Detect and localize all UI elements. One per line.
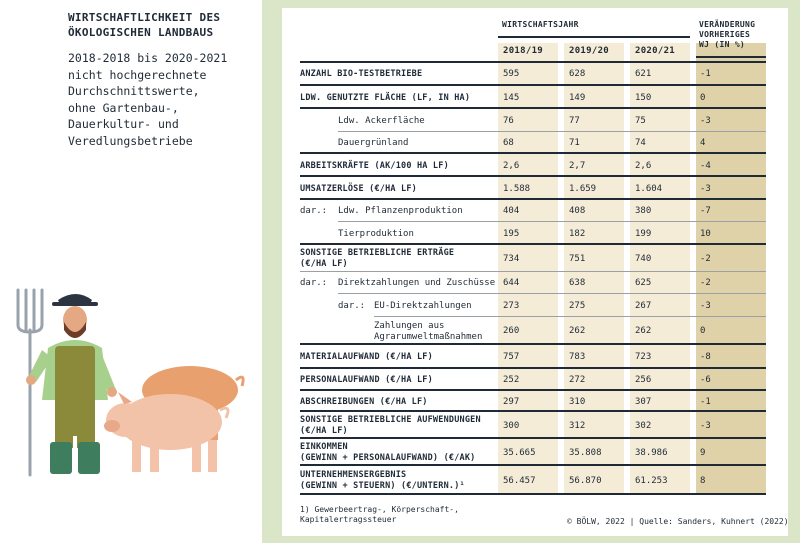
value-cell: 638 bbox=[569, 278, 586, 288]
row-label-line: UNTERNEHMENSERGEBNIS bbox=[300, 470, 407, 480]
subtitle-line: Durchschnittswerte, bbox=[68, 84, 200, 98]
table-row bbox=[0, 392, 800, 412]
value-cell: 38.986 bbox=[635, 447, 668, 458]
row-label-line: (€/HA LF) bbox=[300, 259, 348, 269]
header-veraenderung bbox=[699, 20, 755, 50]
table-row bbox=[0, 178, 800, 200]
value-cell: 2,7 bbox=[569, 160, 586, 171]
change-cell: -3 bbox=[700, 183, 711, 194]
row-separator bbox=[300, 271, 766, 272]
row-label bbox=[338, 229, 414, 240]
subtitle-line: Dauerkultur- und bbox=[68, 117, 179, 131]
table-row bbox=[0, 413, 800, 439]
value-cell: 751 bbox=[569, 253, 586, 264]
header-wirtschaftsjahr: WIRTSCHAFTSJAHR bbox=[502, 20, 579, 29]
value-cell: 195 bbox=[503, 228, 520, 239]
row-label bbox=[300, 415, 481, 437]
header-year-2020: 2020/21 bbox=[635, 46, 676, 56]
row-label-line: Ldw. Ackerfläche bbox=[338, 115, 425, 126]
row-label-line: (€/HA LF) bbox=[300, 426, 348, 436]
value-cell: 1.659 bbox=[569, 183, 597, 194]
value-cell: 56.457 bbox=[503, 475, 536, 486]
row-label bbox=[300, 248, 454, 270]
row-label bbox=[300, 442, 475, 464]
row-separator bbox=[338, 293, 766, 294]
value-cell: 262 bbox=[635, 326, 652, 336]
value-cell: 74 bbox=[635, 137, 646, 148]
change-cell: 4 bbox=[700, 137, 706, 148]
row-prefix: dar.: bbox=[338, 300, 366, 311]
value-cell: 56.870 bbox=[569, 475, 602, 486]
row-label-line: Agrarumweltmaßnahmen bbox=[374, 331, 483, 342]
title-line: ÖKOLOGISCHEN LANDBAUS bbox=[68, 26, 214, 39]
table-row bbox=[0, 87, 800, 109]
subtitle-line: Veredlungsbetriebe bbox=[68, 133, 193, 148]
title-line: WIRTSCHAFTLICHKEIT DES bbox=[68, 11, 221, 24]
value-cell: 61.253 bbox=[635, 475, 668, 486]
row-label bbox=[300, 69, 422, 80]
row-separator bbox=[300, 152, 766, 154]
change-cell: 10 bbox=[700, 228, 711, 239]
row-label-line: ANZAHL BIO-TESTBETRIEBE bbox=[300, 69, 423, 79]
change-cell: 9 bbox=[700, 447, 706, 458]
value-cell: 76 bbox=[503, 115, 514, 126]
row-label bbox=[300, 161, 449, 172]
footnote bbox=[300, 505, 459, 525]
value-cell: 267 bbox=[635, 300, 652, 311]
row-label-line: SONSTIGE BETRIEBLICHE ERTRÄGE bbox=[300, 248, 455, 258]
row-label bbox=[374, 321, 482, 343]
row-label-line: Zahlungen aus bbox=[374, 320, 445, 331]
row-label-line: ARBEITSKRÄFTE (AK/100 HA LF) bbox=[300, 160, 449, 171]
row-label-line: SONSTIGE BETRIEBLICHE AUFWENDUNGEN bbox=[300, 415, 481, 425]
value-cell: 77 bbox=[569, 115, 580, 126]
row-separator bbox=[374, 316, 766, 317]
change-cell: -6 bbox=[700, 375, 711, 385]
row-label-line: UMSATZERLÖSE (€/HA LF) bbox=[300, 183, 417, 194]
row-label bbox=[338, 116, 425, 127]
header-change-line: VERÄNDERUNG bbox=[699, 20, 756, 29]
value-cell: 734 bbox=[503, 253, 520, 264]
header-year-2019: 2019/20 bbox=[569, 46, 610, 56]
table-row bbox=[0, 370, 800, 391]
value-cell: 2,6 bbox=[635, 160, 652, 171]
row-prefix: dar.: bbox=[300, 278, 328, 288]
table-row bbox=[0, 155, 800, 177]
table-row bbox=[0, 467, 800, 495]
row-separator bbox=[300, 343, 766, 345]
row-separator bbox=[300, 243, 766, 245]
row-label bbox=[374, 301, 472, 312]
change-cell: -3 bbox=[700, 420, 711, 431]
row-separator bbox=[300, 464, 766, 466]
change-cell: -7 bbox=[700, 206, 711, 216]
row-label-line: PERSONALAUFWAND (€/HA LF) bbox=[300, 375, 433, 385]
row-separator bbox=[300, 389, 766, 391]
row-label-line: EINKOMMEN bbox=[300, 442, 348, 452]
value-cell: 272 bbox=[569, 375, 586, 385]
table-row bbox=[0, 295, 800, 317]
row-label bbox=[300, 184, 417, 195]
value-cell: 628 bbox=[569, 69, 586, 79]
value-cell: 1.588 bbox=[503, 183, 531, 194]
header-change-line: VORHERIGES bbox=[699, 30, 751, 39]
row-label bbox=[338, 138, 408, 149]
subtitle-line: ohne Gartenbau-, bbox=[68, 100, 179, 115]
value-cell: 404 bbox=[503, 206, 520, 216]
row-label bbox=[300, 375, 433, 386]
value-cell: 310 bbox=[569, 396, 586, 407]
footnote-line: Kapitalertragssteuer bbox=[300, 515, 397, 524]
row-separator bbox=[300, 198, 766, 200]
row-separator bbox=[300, 410, 766, 412]
row-label-line: EU-Direktzahlungen bbox=[374, 300, 472, 311]
source-credit: © BÖLW, 2022 | Quelle: Sanders, Kuhnert (2022) bbox=[567, 517, 789, 526]
row-label bbox=[300, 470, 465, 492]
value-cell: 312 bbox=[569, 420, 586, 431]
value-cell: 71 bbox=[569, 137, 580, 148]
row-label bbox=[300, 93, 470, 104]
change-cell: -4 bbox=[700, 160, 711, 171]
change-cell: 0 bbox=[700, 92, 706, 103]
value-cell: 757 bbox=[503, 352, 520, 362]
value-cell: 644 bbox=[503, 278, 520, 288]
row-label-line: Ldw. Pflanzenproduktion bbox=[338, 206, 463, 216]
value-cell: 182 bbox=[569, 228, 586, 239]
table-row bbox=[0, 201, 800, 222]
change-cell: -3 bbox=[700, 300, 711, 311]
value-cell: 2,6 bbox=[503, 160, 520, 171]
row-label bbox=[338, 206, 463, 217]
row-label-line: MATERIALAUFWAND (€/HA LF) bbox=[300, 352, 433, 362]
value-cell: 783 bbox=[569, 352, 586, 362]
table-row bbox=[0, 63, 800, 86]
row-label-line: (GEWINN + PERSONALAUFWAND) (€/AK) bbox=[300, 453, 476, 463]
change-cell: -8 bbox=[700, 352, 711, 362]
row-label-line: Direktzahlungen und Zuschüsse bbox=[338, 278, 496, 288]
value-cell: 145 bbox=[503, 92, 520, 103]
value-cell: 307 bbox=[635, 396, 652, 407]
value-cell: 275 bbox=[569, 300, 586, 311]
value-cell: 300 bbox=[503, 420, 520, 431]
row-label-line: Dauergrünland bbox=[338, 137, 409, 148]
value-cell: 35.665 bbox=[503, 447, 536, 458]
change-cell: -2 bbox=[700, 253, 711, 264]
row-label bbox=[300, 397, 428, 408]
row-separator bbox=[300, 175, 766, 177]
value-cell: 625 bbox=[635, 278, 652, 288]
table-row bbox=[0, 318, 800, 345]
value-cell: 68 bbox=[503, 137, 514, 148]
value-cell: 273 bbox=[503, 300, 520, 311]
change-cell: 8 bbox=[700, 475, 706, 486]
row-label bbox=[338, 278, 495, 289]
change-cell: -1 bbox=[700, 69, 711, 79]
value-cell: 256 bbox=[635, 375, 652, 385]
table-row bbox=[0, 132, 800, 154]
value-cell: 252 bbox=[503, 375, 520, 385]
table-row bbox=[0, 346, 800, 369]
change-cell: -1 bbox=[700, 396, 711, 407]
row-separator bbox=[300, 493, 766, 495]
subtitle-line: 2018-2018 bis 2020-2021 bbox=[68, 51, 228, 65]
row-prefix: dar.: bbox=[300, 206, 328, 216]
table-row bbox=[0, 223, 800, 245]
table-row bbox=[0, 110, 800, 132]
header-change-line: WJ (IN %) bbox=[699, 40, 746, 49]
value-cell: 302 bbox=[635, 420, 652, 431]
change-cell: -2 bbox=[700, 278, 711, 288]
value-cell: 595 bbox=[503, 69, 520, 79]
value-cell: 75 bbox=[635, 115, 646, 126]
row-label-line: Tierproduktion bbox=[338, 228, 414, 239]
subtitle-line: nicht hochgerechnete bbox=[68, 67, 207, 82]
value-cell: 723 bbox=[635, 352, 652, 362]
row-label bbox=[300, 352, 433, 363]
value-cell: 260 bbox=[503, 326, 520, 336]
row-separator bbox=[300, 437, 766, 439]
change-cell: -3 bbox=[700, 115, 711, 126]
change-cell: 0 bbox=[700, 326, 706, 336]
header-year-2018: 2018/19 bbox=[503, 46, 544, 56]
row-separator bbox=[300, 367, 766, 369]
infographic-title bbox=[68, 10, 220, 40]
value-cell: 149 bbox=[569, 92, 586, 103]
table-row bbox=[0, 273, 800, 294]
value-cell: 199 bbox=[635, 228, 652, 239]
value-cell: 35.808 bbox=[569, 447, 602, 458]
value-cell: 150 bbox=[635, 92, 652, 103]
value-cell: 1.604 bbox=[635, 183, 663, 194]
row-label-line: (GEWINN + STEUERN) (€/UNTERN.)¹ bbox=[300, 481, 465, 491]
value-cell: 380 bbox=[635, 206, 652, 216]
row-separator bbox=[338, 221, 766, 222]
row-label-line: LDW. GENUTZTE FLÄCHE (LF, IN HA) bbox=[300, 92, 471, 103]
row-label-line: ABSCHREIBUNGEN (€/HA LF) bbox=[300, 396, 428, 407]
header-rule-years bbox=[498, 36, 690, 38]
value-cell: 408 bbox=[569, 206, 586, 216]
table-row bbox=[0, 246, 800, 272]
header-rule-change bbox=[696, 56, 766, 58]
value-cell: 262 bbox=[569, 326, 586, 336]
table-row bbox=[0, 440, 800, 466]
row-separator bbox=[300, 84, 766, 86]
value-cell: 621 bbox=[635, 69, 652, 79]
value-cell: 297 bbox=[503, 396, 520, 407]
footnote-line: 1) Gewerbeertrag-, Körperschaft-, bbox=[300, 505, 459, 514]
value-cell: 740 bbox=[635, 253, 652, 264]
row-separator bbox=[300, 107, 766, 109]
